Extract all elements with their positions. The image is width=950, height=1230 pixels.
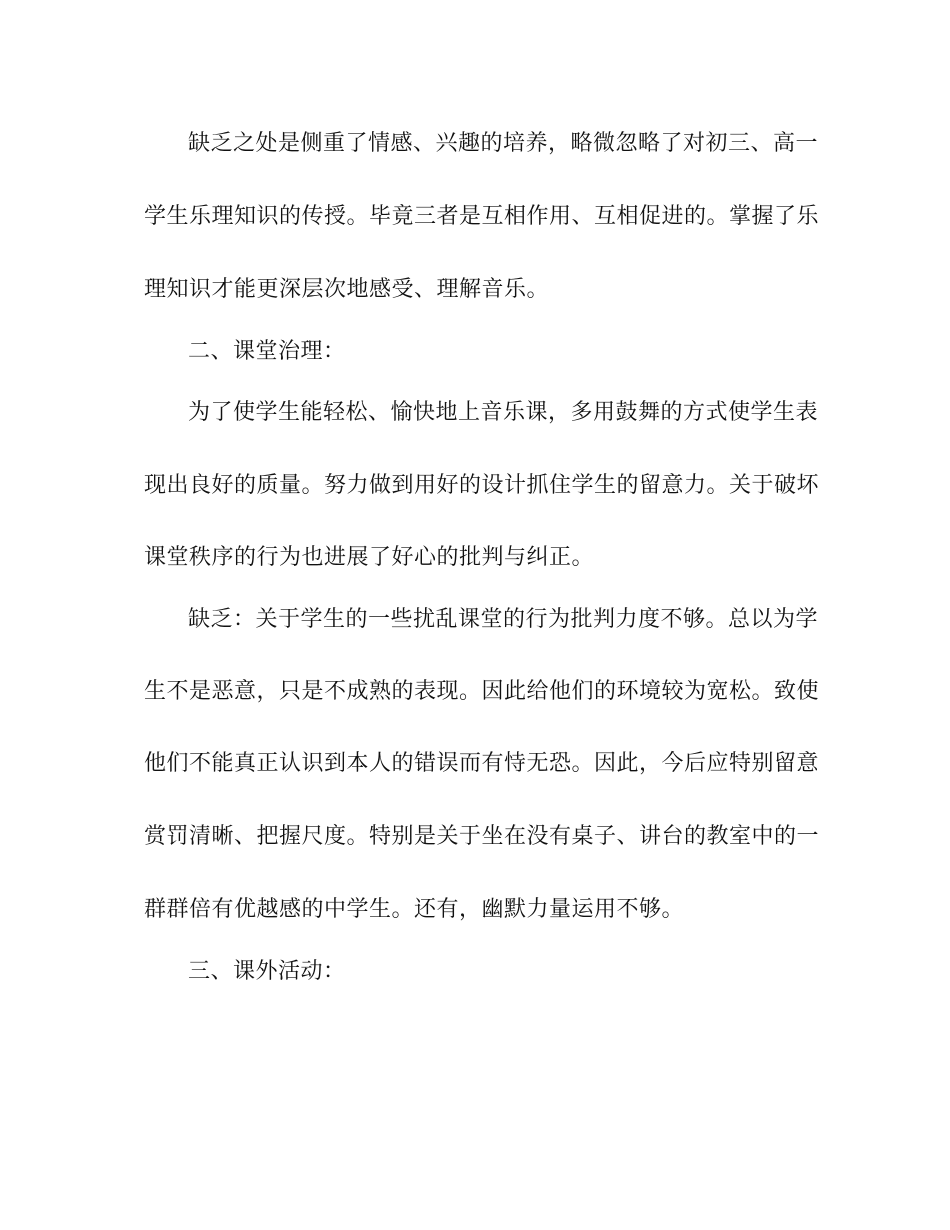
paragraph-line: 他们不能真正认识到本人的错误而有恃无恐。因此，今后应特别留意 (144, 751, 820, 776)
paragraph-line: 理知识才能更深层次地感受、理解音乐。 (144, 277, 550, 302)
paragraph-line: 缺乏：关于学生的一些扰乱课堂的行为批判力度不够。总以为学 (188, 607, 819, 632)
paragraph-line: 现出良好的质量。努力做到用好的设计抓住学生的留意力。关于破坏 (144, 473, 820, 498)
paragraph-line: 赏罚清晰、把握尺度。特别是关于坐在没有桌子、讲台的教室中的一 (144, 824, 820, 849)
section-heading: 二、课堂治理： (188, 339, 346, 364)
paragraph-line: 群群倍有优越感的中学生。还有，幽默力量运用不够。 (144, 897, 685, 922)
section-heading: 三、课外活动： (188, 959, 346, 984)
paragraph-line: 缺乏之处是侧重了情感、兴趣的培养，略微忽略了对初三、高一 (188, 131, 819, 156)
paragraph-line: 课堂秩序的行为也进展了好心的批判与纠正。 (144, 545, 595, 570)
paragraph-line: 学生乐理知识的传授。毕竟三者是互相作用、互相促进的。掌握了乐 (144, 204, 820, 229)
paragraph-line: 为了使学生能轻松、愉快地上音乐课，多用鼓舞的方式使学生表 (188, 400, 819, 425)
paragraph-line: 生不是恶意，只是不成熟的表现。因此给他们的环境较为宽松。致使 (144, 679, 820, 704)
